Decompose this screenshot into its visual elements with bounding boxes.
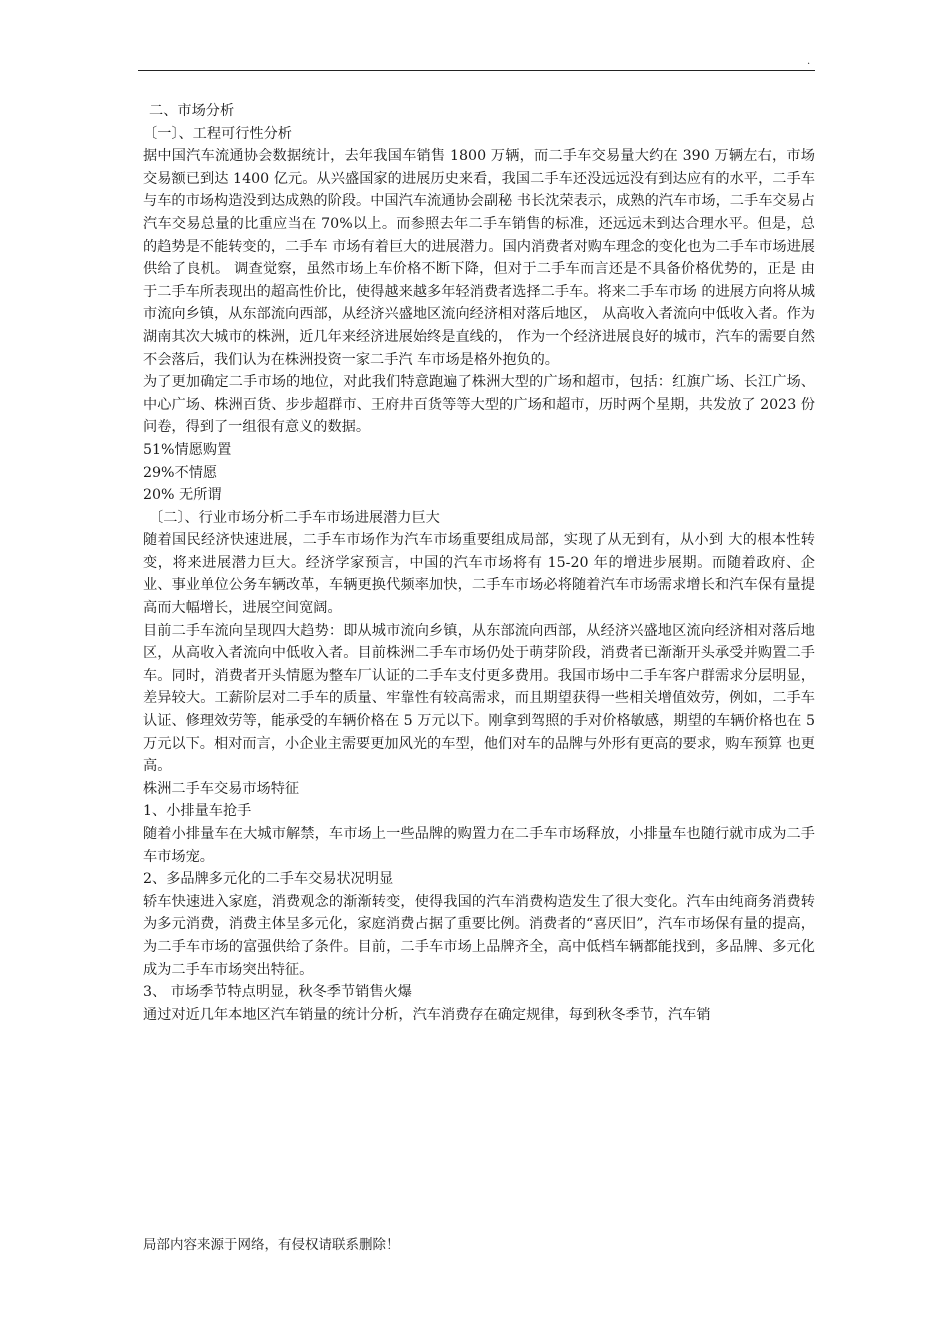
paragraph-4: 目前二手车流向呈现四大趋势：即从城市流向乡镇，从东部流向西部，从经济兴盛地区流向经济相对落后地区，从高收入者流向中低收入者。目前株洲二手车市场仍处于萌芽阶段，消费者已渐渐开头承受并购置二手车。同时，消费者开头情愿为整车厂认证的二手车支付更多费用。我国市场中二手车客户群需求分层明显，差异较大。工薪阶层对二手车的质量、牢靠性有较高需求，而且期望获得一些相关增值效劳，例如，二手车认证、修理效劳等，能承受的车辆价格在 5 万元以下。刚拿到驾照的手对价格敏感，期望的车辆价格也在 5 万元以下。相对而言，小企业主需要更加风光的车型，他们对车的品牌与外形有更高的要求，购车预算 也更高。 (143, 622, 815, 775)
feature-2-title: 2、多品牌多元化的二手车交易状况明显 (143, 871, 394, 888)
feature-2-text: 轿车快速进入家庭，消费观念的渐渐转变，使得我国的汽车消费构造发生了很大变化。汽车由纯商务消费转为多元消费，消费主体呈多元化，家庭消费占据了重要比例。消费者的“喜厌旧”，汽车市场保有量的提高，为二手车市场的富强供给了条件。目前，二手车市场上品牌齐全，高中低档车辆都能找到，多品牌、多元化成为二手车市场突出特征。 (143, 893, 815, 978)
document-body (143, 100, 815, 1026)
subsection-title-2: 〔二〕、行业市场分析二手车市场进展潜力巨大 (149, 509, 440, 526)
section-title: 二、市场分析 (149, 103, 235, 119)
footer-disclaimer: 局部内容来源于网络，有侵权请联系删除！ (143, 1237, 400, 1253)
features-title: 株洲二手车交易市场特征 (143, 780, 300, 797)
paragraph-3: 随着国民经济快速进展，二手车市场作为汽车市场重要组成局部，实现了从无到有，从小到 大的根本性转变，将来进展潜力巨大。经济学家预言，中国的汽车市场将有 15-20 年的增进步展期。而随着政府、企业、事业单位公务车辆改革，车辆更换代频率加快，二手车市场必将随着汽车市场需求增长和汽车保有量提高而大幅增长，进展空间宽阔。 (143, 532, 815, 617)
feature-3-title: 3、 市场季节特点明显，秋冬季节销售火爆 (143, 984, 412, 1001)
subsection-title-1: 〔一〕、工程可行性分析 (143, 125, 292, 142)
stat-indifferent: 20% 无所谓 (143, 487, 222, 504)
paragraph-1: 据中国汽车流通协会数据统计，去年我国车销售 1800 万辆，而二手车交易量大约在 390 万辆左右，市场交易额已到达 1400 亿元。从兴盛国家的进展历史来看，我国二手车还没远远没有到达应有的水平，二手车与车的市场构造没到达成熟的阶段。中国汽车流通协会副秘 书长沈荣表示，成熟的汽车市场，二手车交易占汽车交易总量的比重应当在 70%以上。而参照去年二手车销售的标准，还远远未到达合理水平。但是，总的趋势是不能转变的，二手车 市场有着巨大的进展潜力。国内消费者对购车理念的变化也为二手车市场进展供给了良机。 调查觉察，虽然市场上车价格不断下降，但对于二手车而言还是不具备价格优势的，正是 由于二手车所表现出的超高性价比，使得越来越多年轻消费者选择二手车。将来二手车市场 的进展方向将从城市流向乡镇，从东部流向西部，从经济兴盛地区流向经济相对落后地区， 从高收入者流向中低收入者。作为湖南其次大城市的株洲，近几年来经济进展始终是直线的， 作为一个经济进展良好的城市，汽车的需要自然不会落后，我们认为在株洲投资一家二手汽 车市场是格外抱负的。 (143, 148, 815, 368)
feature-3-text: 通过对近几年本地区汽车销量的统计分析，汽车消费存在确定规律，每到秋冬季节，汽车销 (143, 1006, 711, 1023)
corner-mark: . (807, 56, 811, 67)
stat-willing: 51%情愿购置 (143, 441, 232, 458)
stat-unwilling: 29%不情愿 (143, 464, 218, 481)
header-rule (138, 70, 815, 71)
feature-1-title: 1、小排量车抢手 (143, 803, 252, 820)
feature-1-text: 随着小排量车在大城市解禁，车市场上一些品牌的购置力在二手车市场释放，小排量车也随行就市成为二手车市场宠。 (143, 826, 815, 865)
paragraph-2: 为了更加确定二手市场的地位，对此我们特意跑遍了株洲大型的广场和超市，包括：红旗广场、长江广场、中心广场、株洲百货、步步超群市、王府井百货等等大型的广场和超市，历时两个星期，共发放了 2023 份问卷，得到了一组很有意义的数据。 (143, 374, 815, 436)
